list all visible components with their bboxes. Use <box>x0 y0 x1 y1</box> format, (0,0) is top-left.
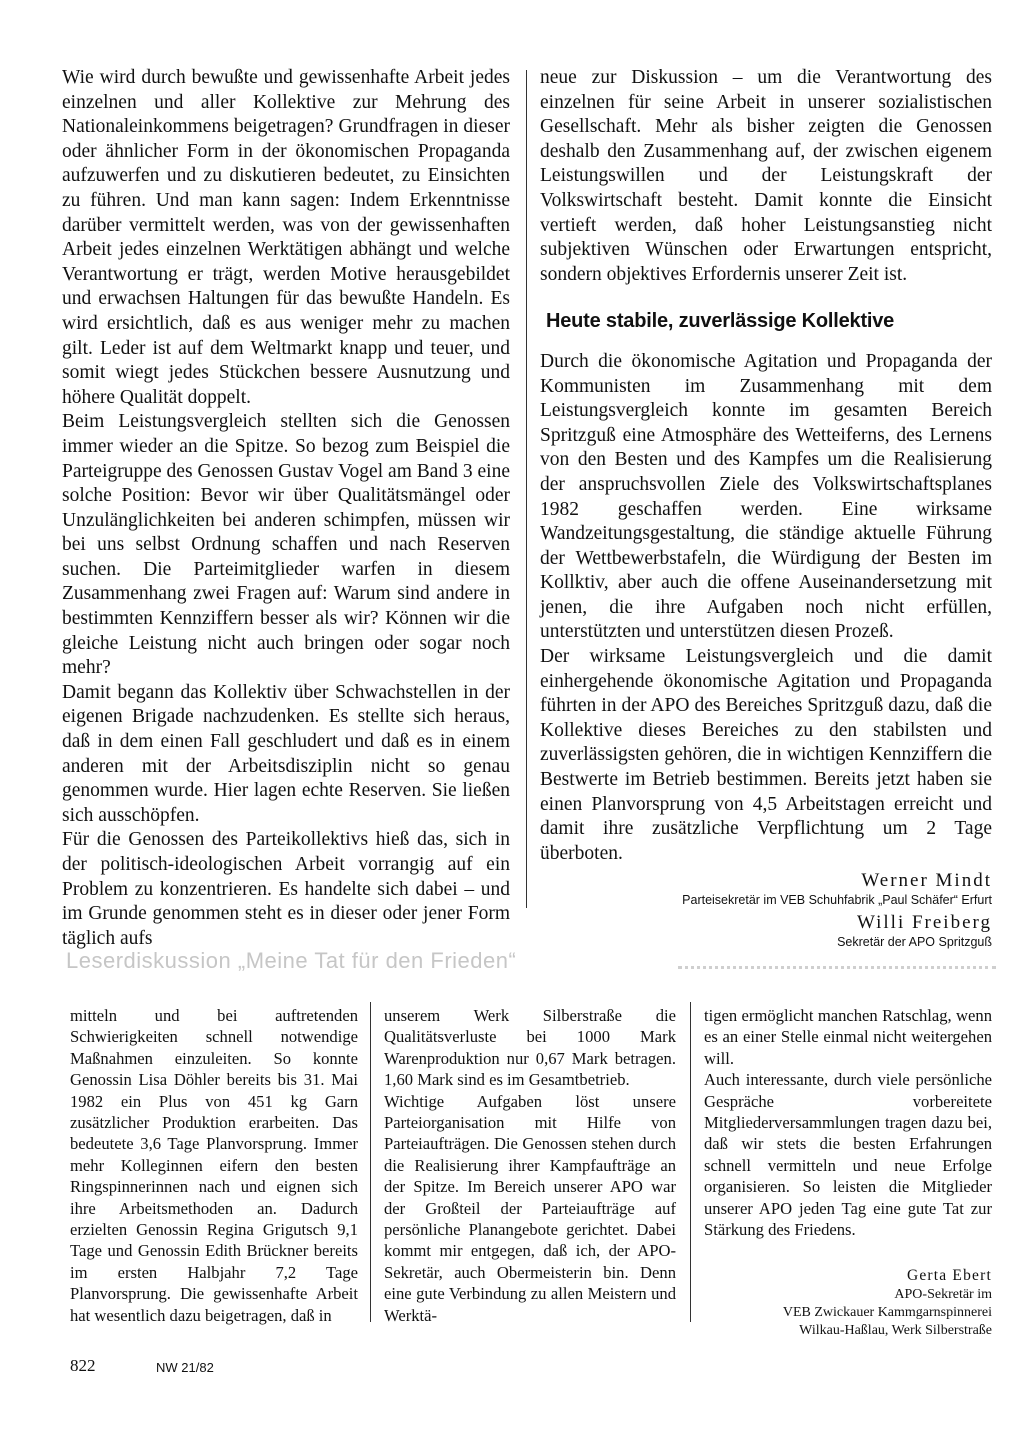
author-signature <box>704 1266 992 1340</box>
banner-dotted-rule <box>678 966 996 969</box>
bottom-column-3 <box>704 1005 992 1340</box>
paragraph: Für die Genossen des Parteikollektivs hieß das, sich in der politisch-ideologischen Arbeit vorrangig auf ein Problem zu konzentrieren. Es handelte sich dabei – und im Grunde genommen steht es in dieser oder jener Form täglich aufs <box>62 829 510 949</box>
section-heading: Heute stabile, zuverlässige Kollektive <box>546 310 895 333</box>
paragraph: mitteln und bei auftretenden Schwierigkeiten schnell notwendige Maßnahmen einzuleiten. So konnte Genossin Lisa Döhler bereits bis 31. Mai 1982 ein Plus von 451 kg Garn zusätzlicher Produktion erarbeiten. Das bedeutete 3,6 Tage Planvorsprung. Immer mehr Kolleginnen eifern den besten Ringspinnerinnen nach und eignen sich ihre Arbeitsmethoden an. Dadurch erzielten Genossin Regina Grigutsch 9,1 Tage und Genossin Edith Brückner bereits im ersten Halbjahr 7,2 Tage Planvorsprung. Die gewissenhafte Arbeit hat wesentlich dazu beigetragen, daß in <box>70 1006 358 1325</box>
bottom-column-1 <box>70 1005 358 1326</box>
author-role: VEB Zwickauer Kammgarnspinnerei <box>782 1305 992 1321</box>
column-divider <box>690 1002 691 1322</box>
right-column <box>540 66 992 950</box>
banner-title: Leserdiskussion „Meine Tat für den Frieden“ <box>66 948 517 973</box>
author-role: Parteisekretär im VEB Schuhfabrik „Paul Schäfer“ Erfurt <box>682 893 992 908</box>
author-signature <box>540 870 992 950</box>
column-divider <box>370 1002 371 1322</box>
paragraph: Beim Leistungsvergleich stellten sich die Genossen immer wieder an die Spitze. So bezog zum Beispiel die Parteigruppe des Genossen Gustav Vogel am Band 3 eine solche Position: Bevor wir über Qualitätsmängel oder Unzulänglichkeiten bei anderen schimpfen, müssen wir bei uns selbst Ordnung schaffen und nach Reserven suchen. Die Parteimitglieder warfen in diesem Zusammenhang zwei Fragen auf: Warum sind andere in bestimmten Kennziffern besser als wir? Können wir die gleiche Leistung nicht auch bringen oder sogar noch mehr? <box>62 411 510 679</box>
bottom-column-2 <box>384 1005 676 1326</box>
section-banner <box>66 948 996 982</box>
paragraph: unserem Werk Silberstraße die Qualitätsverluste bei 1000 Mark Warenproduktion nur 0,67 Mark betragen. 1,60 Mark sind es im Gesamtbetrieb. <box>384 1006 676 1090</box>
issue-label: NW 21/82 <box>156 1360 214 1375</box>
author-name: Willi Freiberg <box>856 912 992 934</box>
paragraph: Wichtige Aufgaben löst unsere Parteiorganisation mit Hilfe von Parteiaufträgen. Die Genossen stehen durch die Realisierung ihrer Kampfaufträge an der Spitze. Im Bereich unserer APO war der Großteil der Parteiaufträge auf persönliche Planangebote gerichtet. Dabei kommt mir entgegen, daß ich, der APO-Sekretär, auch Obermeisterin bin. Denn eine gute Verbindung zu allen Meistern und Werktä- <box>384 1091 676 1325</box>
author-role: Wilkau-Haßlau, Werk Silberstraße <box>799 1323 992 1339</box>
paragraph: Der wirksame Leistungsvergleich und die damit einhergehende ökonomische Agitation und Propaganda führten in der APO des Bereiches Spritzguß dazu, daß die Kollektive dieses Bereiches zu den stabilsten und zuverlässigsten gehören, die in wichtigen Kennziffern die Bestwerte im Betrieb bestimmen. Bereits jetzt haben sie einen Planvorsprung von 4,5 Arbeitstagen erreicht und damit ihre zusätzliche Verpflichtung um 2 Tage überboten. <box>540 646 992 864</box>
author-role: APO-Sekretär im <box>894 1287 992 1303</box>
paragraph: neue zur Diskussion – um die Verantwortung des einzelnen für seine Arbeit in unserer sozialistischen Gesellschaft. Mehr als bisher zeigten die Genossen deshalb den Zusammenhang auf, der zwischen eigenem Leistungswillen und der Leistungskraft der Volkswirtschaft besteht. Damit konnte die Einsicht vertieft werden, daß hoher Leistungsanstieg nicht subjektiven Wünschen oder Erwartungen entspricht, sondern objektives Erfordernis unserer Zeit ist. <box>540 67 992 285</box>
paragraph: Auch interessante, durch viele persönliche Gespräche vorbereitete Mitgliederversammlungen tragen dazu bei, daß wir stets die besten Erfahrungen schnell vermitteln und neue Erfolge organisieren. So leisten die Mitglieder unserer APO jeden Tag eine gute Tat zur Stärkung des Friedens. <box>704 1070 992 1240</box>
paragraph: Damit begann das Kollektiv über Schwachstellen in der eigenen Brigade nachzudenken. Es stellte sich heraus, daß in dem einen Fall geschludert und daß es in einem anderen mit der Arbeitsdisziplin nicht so genau genommen wurde. Hier lagen echte Reserven. Sie ließen sich ausschöpfen. <box>62 681 510 826</box>
author-name: Gerta Ebert <box>906 1267 992 1285</box>
paragraph: Durch die ökonomische Agitation und Propaganda der Kommunisten im Zusammenhang mit dem Leistungsvergleich konnte im gesamten Bereich Spritzguß eine Atmosphäre des Wetteiferns, des Lernens von den Besten und des Kampfes um die Realisierung der anspruchsvollen Ziele des Volkswirtschaftsplanes 1982 geschaffen werden. Eine wirksame Wandzeitungsgestaltung, die ständige aktuelle Führung der Wettbewerbstafeln, die Würdigung der Besten im Kollktiv, aber auch die offene Auseinandersetzung mit jenen, die ihre Aufgaben noch nicht erfüllen, unterstützten und unterstützen diesen Prozeß. <box>540 350 992 643</box>
paragraph: Wie wird durch bewußte und gewissenhafte Arbeit jedes einzelnen und aller Kollektive zur Mehrung des Nationaleinkommens beigetragen? Grundfragen in dieser oder ähnlicher Form in der ökonomischen Propaganda aufzuwerfen und zu diskutieren bedeutet, zu Einsichten zu führen. Und man kann sagen: Indem Erkenntnisse darüber vermittelt werden, was von der gewissenhaften Arbeit jedes einzelnen Werktätigen abhängt und welche Verantwortung er trägt, werden Motive herausgebildet und erwachsen Haltungen für das bewußte Handeln. Es wird ersichtlich, daß es aus weniger mehr zu machen gilt. Leder ist auf dem Weltmarkt knapp und teuer, und somit wiegt jedes Stückchen bessere Ausnutzung und höhere Qualität doppelt. <box>62 67 510 408</box>
author-role: Sekretär der APO Spritzguß <box>837 935 992 950</box>
left-column <box>62 66 510 951</box>
author-name: Werner Mindt <box>861 870 992 892</box>
column-divider <box>526 70 527 908</box>
paragraph: tigen ermöglicht manchen Ratschlag, wenn es an einer Stelle einmal nicht weitergehen will. <box>704 1006 992 1068</box>
page-number: 822 <box>70 1356 96 1375</box>
